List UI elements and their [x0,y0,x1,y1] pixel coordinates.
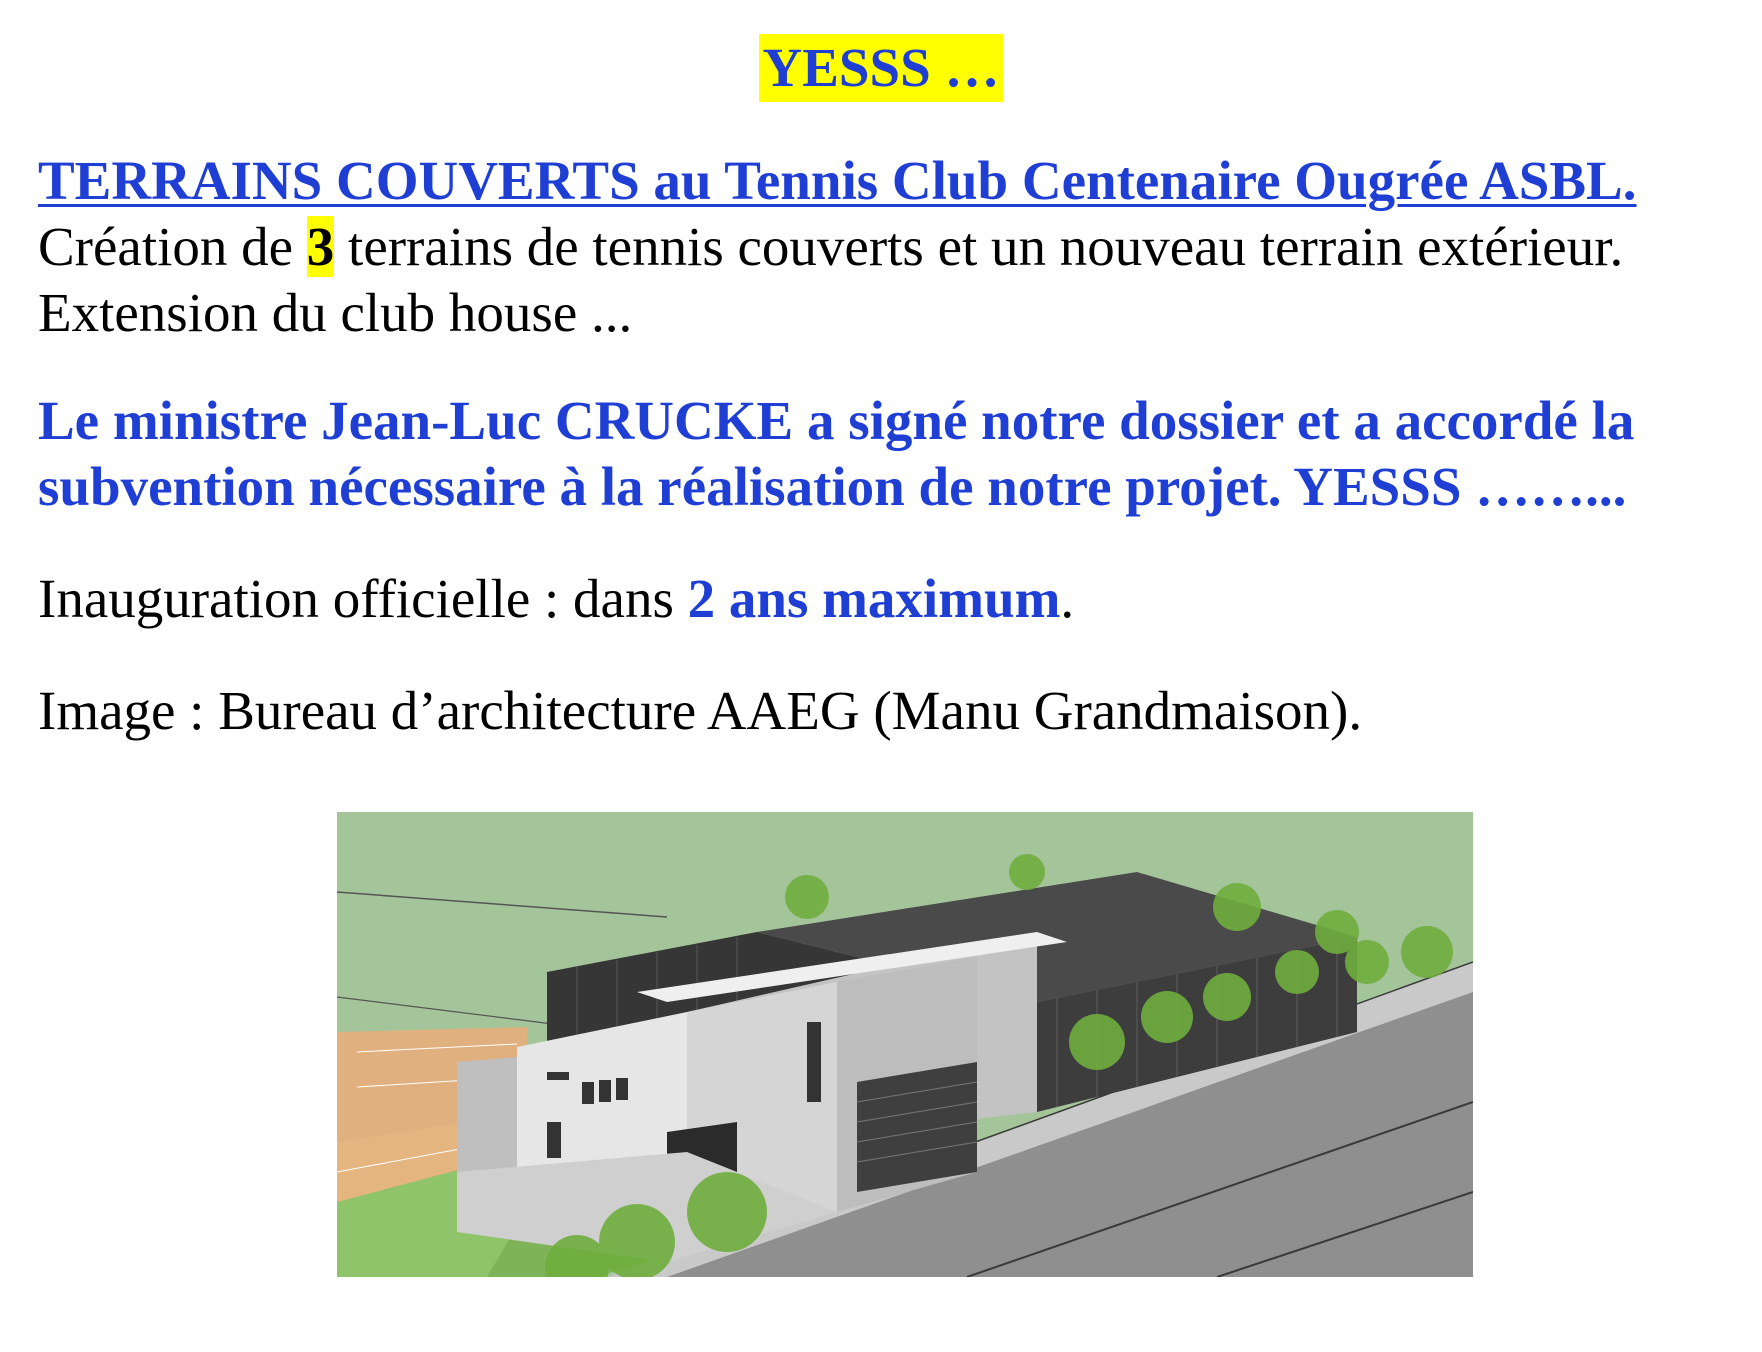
announcement-line-1: Le ministre Jean-Luc CRUCKE a signé notre dossier et a accordé la [38,390,1635,451]
inauguration-suffix: . [1060,568,1075,629]
headline: YESSS … [759,34,1004,102]
announcement-line-2: subvention nécessaire à la réalisation de notre projet. YESSS ……... [38,456,1627,517]
description-text: terrains de tennis couverts et un nouveau terrain extérieur. [334,216,1624,277]
court-count-highlight: 3 [306,216,335,277]
inauguration-section [38,566,1738,632]
announcement-section [38,388,1738,520]
credit-text: Image : Bureau d’architecture AAEG (Manu Grandmaison). [38,680,1363,741]
inauguration-deadline: 2 ans maximum [687,568,1061,629]
image-credit [38,678,1738,744]
inauguration-prefix: Inauguration officielle : dans [38,568,688,629]
project-section [38,148,1738,346]
project-title-link[interactable]: TERRAINS COUVERTS au Tennis Club Centenaire Ougrée ASBL. [38,150,1637,211]
headline-container [0,34,1762,102]
description-text: Création de [38,216,307,277]
architectural-rendering [337,812,1473,1277]
project-description-line-1 [38,214,1738,280]
project-description-line-2: Extension du club house ... [38,282,633,343]
garage-door [857,1062,977,1192]
